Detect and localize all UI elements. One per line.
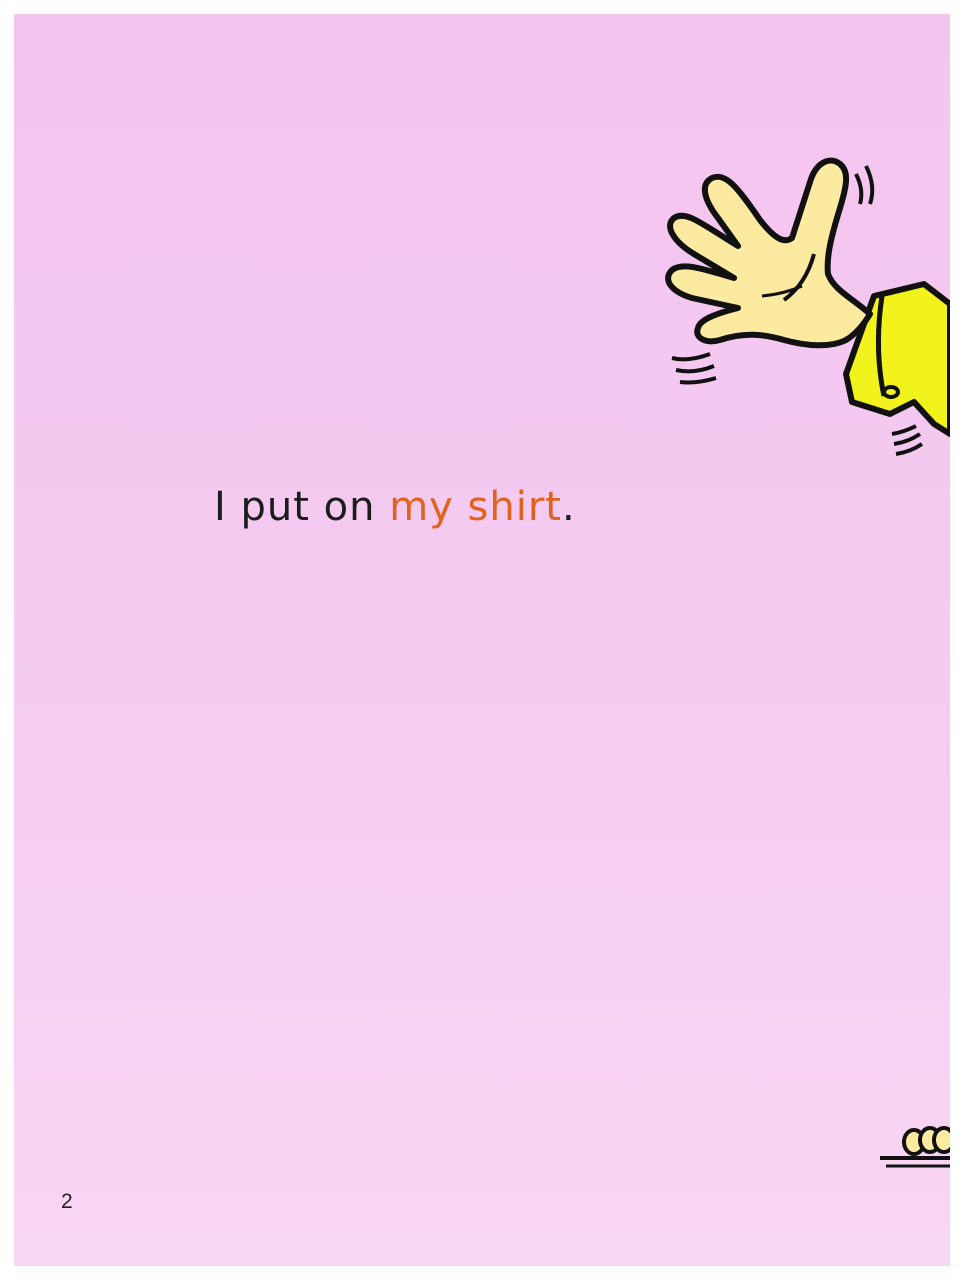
book-page [14,14,950,1266]
page-number: 2 [61,1190,73,1213]
hand [668,161,870,346]
sentence-prefix: I put on [214,484,390,530]
story-sentence [214,484,576,530]
sentence-highlight: my shirt [389,484,562,530]
sentence-suffix: . [562,484,576,530]
waving-hand-illustration [634,134,950,464]
toes-illustration [876,1118,950,1178]
